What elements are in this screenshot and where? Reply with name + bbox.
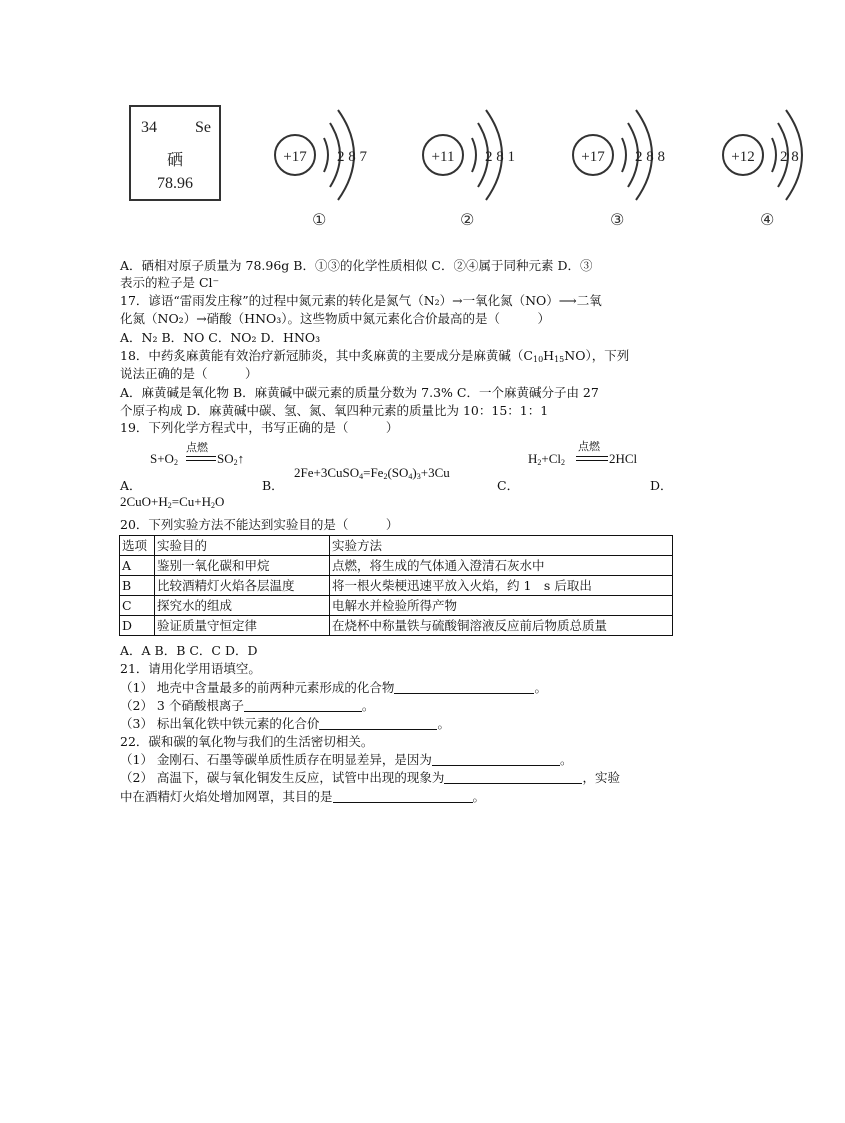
eq-text: +Cl xyxy=(541,451,562,466)
element-card xyxy=(129,105,221,201)
q19-stem: 19．下列化学方程式中，书写正确的是（ ） xyxy=(120,420,399,435)
shell-electrons: 2 8 8 xyxy=(635,149,665,165)
q18-stem-line1 xyxy=(120,348,629,364)
atomic-number: 34 xyxy=(141,119,157,136)
nucleus-charge: +17 xyxy=(581,149,605,165)
sub: 4 xyxy=(408,472,413,481)
atom-diagram-1 xyxy=(272,108,397,229)
eq-text: 2CuO+H xyxy=(120,494,168,509)
table-cell: 点燃，将生成的气体通入澄清石灰水中 xyxy=(330,556,673,576)
eq-text: +3Cu xyxy=(420,465,450,480)
sub: 4 xyxy=(359,472,364,481)
q17-options: A．N₂ B．NO C．NO₂ D．HNO₃ xyxy=(120,330,321,345)
equation-b xyxy=(294,465,450,481)
table-header: 实验目的 xyxy=(155,536,330,556)
eq-text: 2Fe+3CuSO xyxy=(294,465,360,480)
q18-h: H xyxy=(543,348,555,363)
table-cell: A xyxy=(120,556,155,576)
atom-label: ① xyxy=(312,210,327,229)
q22-item-text: ，实验 xyxy=(582,770,620,785)
table-row xyxy=(120,556,673,576)
q21-item-text: （3） 标出氧化铁中铁元素的化合价 xyxy=(120,716,320,731)
atom-shells-1 xyxy=(272,108,397,208)
table-cell: 电解水并检验所得产物 xyxy=(330,596,673,616)
q18-options-line2: 个原子构成 D．麻黄碱中碳、氢、氮、氧四种元素的质量比为 10：15：1：1 xyxy=(120,403,549,418)
shell-electrons: 2 8 xyxy=(780,149,799,165)
table-cell: 探究水的组成 xyxy=(155,596,330,616)
table-cell: D xyxy=(120,616,155,636)
q22-item-2-cont xyxy=(120,789,485,805)
table-cell: 验证质量守恒定律 xyxy=(155,616,330,636)
option-letter-b: B． xyxy=(262,478,284,493)
eq-text: H xyxy=(528,451,538,466)
atom-label: ③ xyxy=(610,210,625,229)
experiment-table xyxy=(119,535,673,636)
period: 。 xyxy=(534,680,547,695)
sub: 2 xyxy=(173,458,178,467)
nucleus-charge: +11 xyxy=(431,149,455,165)
sub: 2 xyxy=(537,458,542,467)
q22-item-text: （2） 高温下，碳与氧化铜发生反应，试管中出现的现象为 xyxy=(120,770,445,785)
element-name: 硒 xyxy=(166,150,183,169)
atom-label: ② xyxy=(460,210,475,229)
option-letter-a: A． xyxy=(120,478,142,493)
sub: 2 xyxy=(233,458,238,467)
eq-text: SO xyxy=(217,451,234,466)
table-cell: 比较酒精灯火焰各层温度 xyxy=(155,576,330,596)
sub: 10 xyxy=(532,355,544,364)
eq-text: (SO xyxy=(387,465,409,480)
answer-blank[interactable] xyxy=(244,699,362,712)
eq-a-sign xyxy=(186,456,216,461)
table-cell: C xyxy=(120,596,155,616)
q21-item-2 xyxy=(120,698,374,714)
table-cell: 鉴别一氧化碳和甲烷 xyxy=(155,556,330,576)
q22-item-text: （1） 金刚石、石墨等碳单质性质存在明显差异，是因为 xyxy=(120,752,432,767)
answer-blank[interactable] xyxy=(394,681,534,694)
option-letter-d: D． xyxy=(650,478,673,493)
table-cell: 将一根火柴梗迅速平放入火焰，约 1 s 后取出 xyxy=(330,576,673,596)
atom-diagram-2 xyxy=(420,108,545,229)
shell-electrons: 2 8 7 xyxy=(337,149,367,165)
equation-c-right: 2HCl xyxy=(609,451,638,466)
atomic-mass: 78.96 xyxy=(157,175,193,192)
sub: 3 xyxy=(416,472,421,481)
answer-blank[interactable] xyxy=(432,753,560,766)
equation-a-right xyxy=(217,451,244,467)
arrow-up-icon: ↑ xyxy=(237,451,245,466)
q16-options-line2: 表示的粒子是 Cl⁻ xyxy=(120,275,220,290)
period: 。 xyxy=(361,698,375,713)
table-header: 实验方法 xyxy=(330,536,673,556)
atom-shells-4 xyxy=(720,108,845,208)
period: 。 xyxy=(559,752,573,767)
q18-options-line1: A．麻黄碱是氧化物 B．麻黄碱中碳元素的质量分数为 7.3% C．一个麻黄碱分子由 27 xyxy=(120,385,599,400)
eq-text: S+O xyxy=(150,451,174,466)
sub: 2 xyxy=(167,501,172,510)
period: 。 xyxy=(472,789,486,804)
q21-stem: 21．请用化学用语填空。 xyxy=(120,661,261,676)
condition-c: 点燃 xyxy=(578,440,600,453)
equation-d xyxy=(120,494,224,510)
q16-options-line1: A．硒相对原子质量为 78.96g B．①③的化学性质相似 C．②④属于同种元素 D．③ xyxy=(120,258,593,273)
q20-options: A．A B．B C．C D．D xyxy=(120,643,258,658)
eq-text: =Fe xyxy=(363,465,384,480)
answer-blank[interactable] xyxy=(333,790,473,803)
q18-text: NO），下列 xyxy=(564,348,630,363)
shell-electrons: 2 8 1 xyxy=(485,149,515,165)
atom-diagram-3 xyxy=(570,108,695,229)
q20-stem: 20．下列实验方法不能达到实验目的是（ ） xyxy=(120,517,399,532)
sub: 2 xyxy=(561,458,566,467)
q21-item-1 xyxy=(120,680,547,696)
element-symbol: Se xyxy=(195,119,211,136)
answer-blank[interactable] xyxy=(319,717,437,730)
table-row xyxy=(120,596,673,616)
atom-label: ④ xyxy=(760,210,775,229)
period: 。 xyxy=(437,716,450,731)
q18-stem-line2: 说法正确的是（ ） xyxy=(120,366,258,381)
q18-text: 18．中药炙麻黄能有效治疗新冠肺炎，其中炙麻黄的主要成分是麻黄碱（C xyxy=(120,348,533,363)
eq-text: =Cu+H xyxy=(171,494,212,509)
q21-item-text: （1） 地壳中含量最多的前两种元素形成的化合物 xyxy=(120,680,395,695)
q22-item-1 xyxy=(120,752,572,768)
table-cell: 在烧杯中称量铁与硫酸铜溶液反应前后物质总质量 xyxy=(330,616,673,636)
table-row xyxy=(120,576,673,596)
eq-c-sign xyxy=(576,456,608,461)
option-letter-c: C． xyxy=(497,478,520,493)
eq-text: O xyxy=(215,494,225,509)
table-row xyxy=(120,616,673,636)
table-header: 选项 xyxy=(120,536,155,556)
atom-shells-3 xyxy=(570,108,695,208)
equation-c-left xyxy=(528,451,565,467)
eq-text: ) xyxy=(412,465,417,480)
sub: 15 xyxy=(554,355,565,364)
q21-item-text: （2） 3 个硝酸根离子 xyxy=(120,698,244,713)
table-header-row xyxy=(120,536,673,556)
q22-item-text: 中在酒精灯火焰处增加网罩，其目的是 xyxy=(120,789,333,804)
q22-item-2 xyxy=(120,770,620,786)
nucleus-charge: +17 xyxy=(283,149,307,165)
q21-item-3 xyxy=(120,716,450,732)
nucleus-charge: +12 xyxy=(731,149,755,165)
atom-shells-2 xyxy=(420,108,545,208)
sub: 2 xyxy=(211,501,216,510)
sub: 2 xyxy=(383,472,388,481)
equation-a-left xyxy=(150,451,178,467)
condition-a: 点燃 xyxy=(186,441,208,454)
q17-stem-line2: 化氮（NO₂）→硝酸（HNO₃）。这些物质中氮元素化合价最高的是（ ） xyxy=(120,311,551,326)
q17-stem-line1: 17．谚语“雷雨发庄稼”的过程中氮元素的转化是氮气（N₂）→一氧化氮（NO）⟶二氧 xyxy=(120,293,602,308)
q22-stem: 22．碳和碳的氧化物与我们的生活密切相关。 xyxy=(120,734,374,749)
atom-diagram-4 xyxy=(720,108,799,229)
table-cell: B xyxy=(120,576,155,596)
answer-blank[interactable] xyxy=(444,771,582,784)
